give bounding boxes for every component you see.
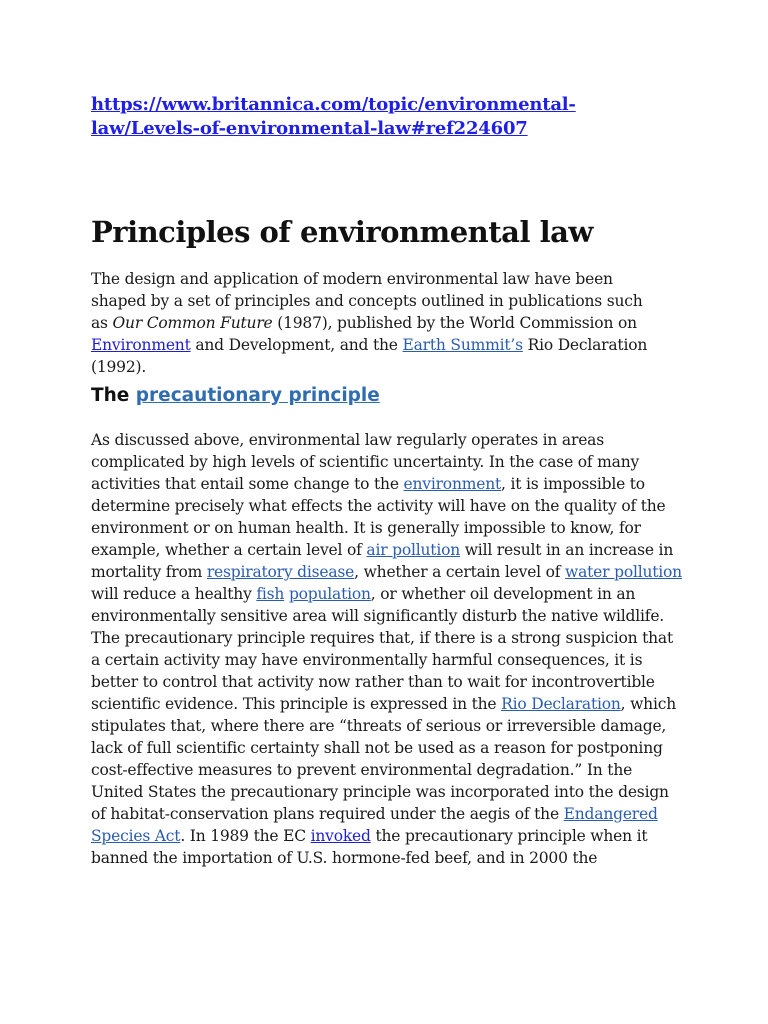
link-population[interactable]: population	[288, 585, 371, 603]
body-paragraph	[91, 429, 686, 869]
body-text-3: will result in an increase in mortality from	[91, 541, 674, 581]
body-text-9: . In 1989 the EC	[180, 827, 311, 845]
intro-italic-title: Our Common Future	[112, 314, 273, 332]
body-text-4: , whether a certain level of	[354, 563, 566, 581]
source-url-link[interactable]: https://www.britannica.com/topic/environmental-law/Levels-of-environmental-law#ref224607	[91, 94, 576, 139]
link-invoked[interactable]: invoked	[310, 827, 371, 845]
link-fish[interactable]: fish	[256, 585, 285, 603]
body-text-2: , it is impossible to determine precisely what effects the activity will have on the quality of the environment or on human health. It is generally impossible to know, for example, whether a certain level of	[91, 475, 666, 559]
link-rio-declaration[interactable]: Rio Declaration	[501, 695, 621, 713]
body-text-1: As discussed above, environmental law regularly operates in areas complicated by high levels of scientific uncertainty. In the case of many activities that entail some change to the	[91, 431, 640, 493]
page-title: Principles of environmental law	[91, 215, 593, 249]
body-text-8: , which stipulates that, where there are “threats of serious or irreversible damage, lack of full scientific certainty shall not be used as a reason for postponing cost-effective measures to prevent environmental degradation.” In the United States the precautionary principle was incorporated into the design of habitat-conservation plans required under the aegis of the	[91, 695, 676, 823]
link-earth-summit[interactable]: Earth Summit’s	[402, 336, 523, 354]
intro-paragraph	[91, 268, 651, 378]
link-environment-body[interactable]: environment	[403, 475, 502, 493]
intro-text-3: and Development, and the	[190, 336, 403, 354]
link-respiratory-disease[interactable]: respiratory disease	[206, 563, 355, 581]
section-heading-prefix: The	[91, 385, 136, 406]
intro-text-4: Rio Declaration (1992).	[91, 336, 648, 376]
link-air-pollution[interactable]: air pollution	[366, 541, 461, 559]
body-text-7: , or whether oil development in an environmentally sensitive area will significantly disturb the native wildlife. The precautionary principle requires that, if there is a strong suspicion that a certain activity may have environmentally harmful consequences, it is better to control that activity now rather than to wait for incontrovertible scientific evidence. This principle is expressed in the	[91, 585, 674, 713]
intro-text-1: The design and application of modern environmental law have been shaped by a set of principles and concepts outlined in publications such as	[91, 270, 643, 332]
link-precautionary-principle[interactable]: precautionary principle	[135, 385, 380, 406]
link-endangered-species-act[interactable]: Endangered Species Act	[91, 805, 658, 845]
body-text-10: the precautionary principle when it banned the importation of U.S. hormone-fed beef, and in 2000 the	[91, 827, 648, 867]
intro-text-2: (1987), published by the World Commission on	[272, 314, 637, 332]
body-text-5: will reduce a healthy	[91, 585, 257, 603]
link-environment[interactable]: Environment	[91, 336, 191, 354]
section-heading	[91, 382, 380, 410]
link-water-pollution[interactable]: water pollution	[565, 563, 682, 581]
